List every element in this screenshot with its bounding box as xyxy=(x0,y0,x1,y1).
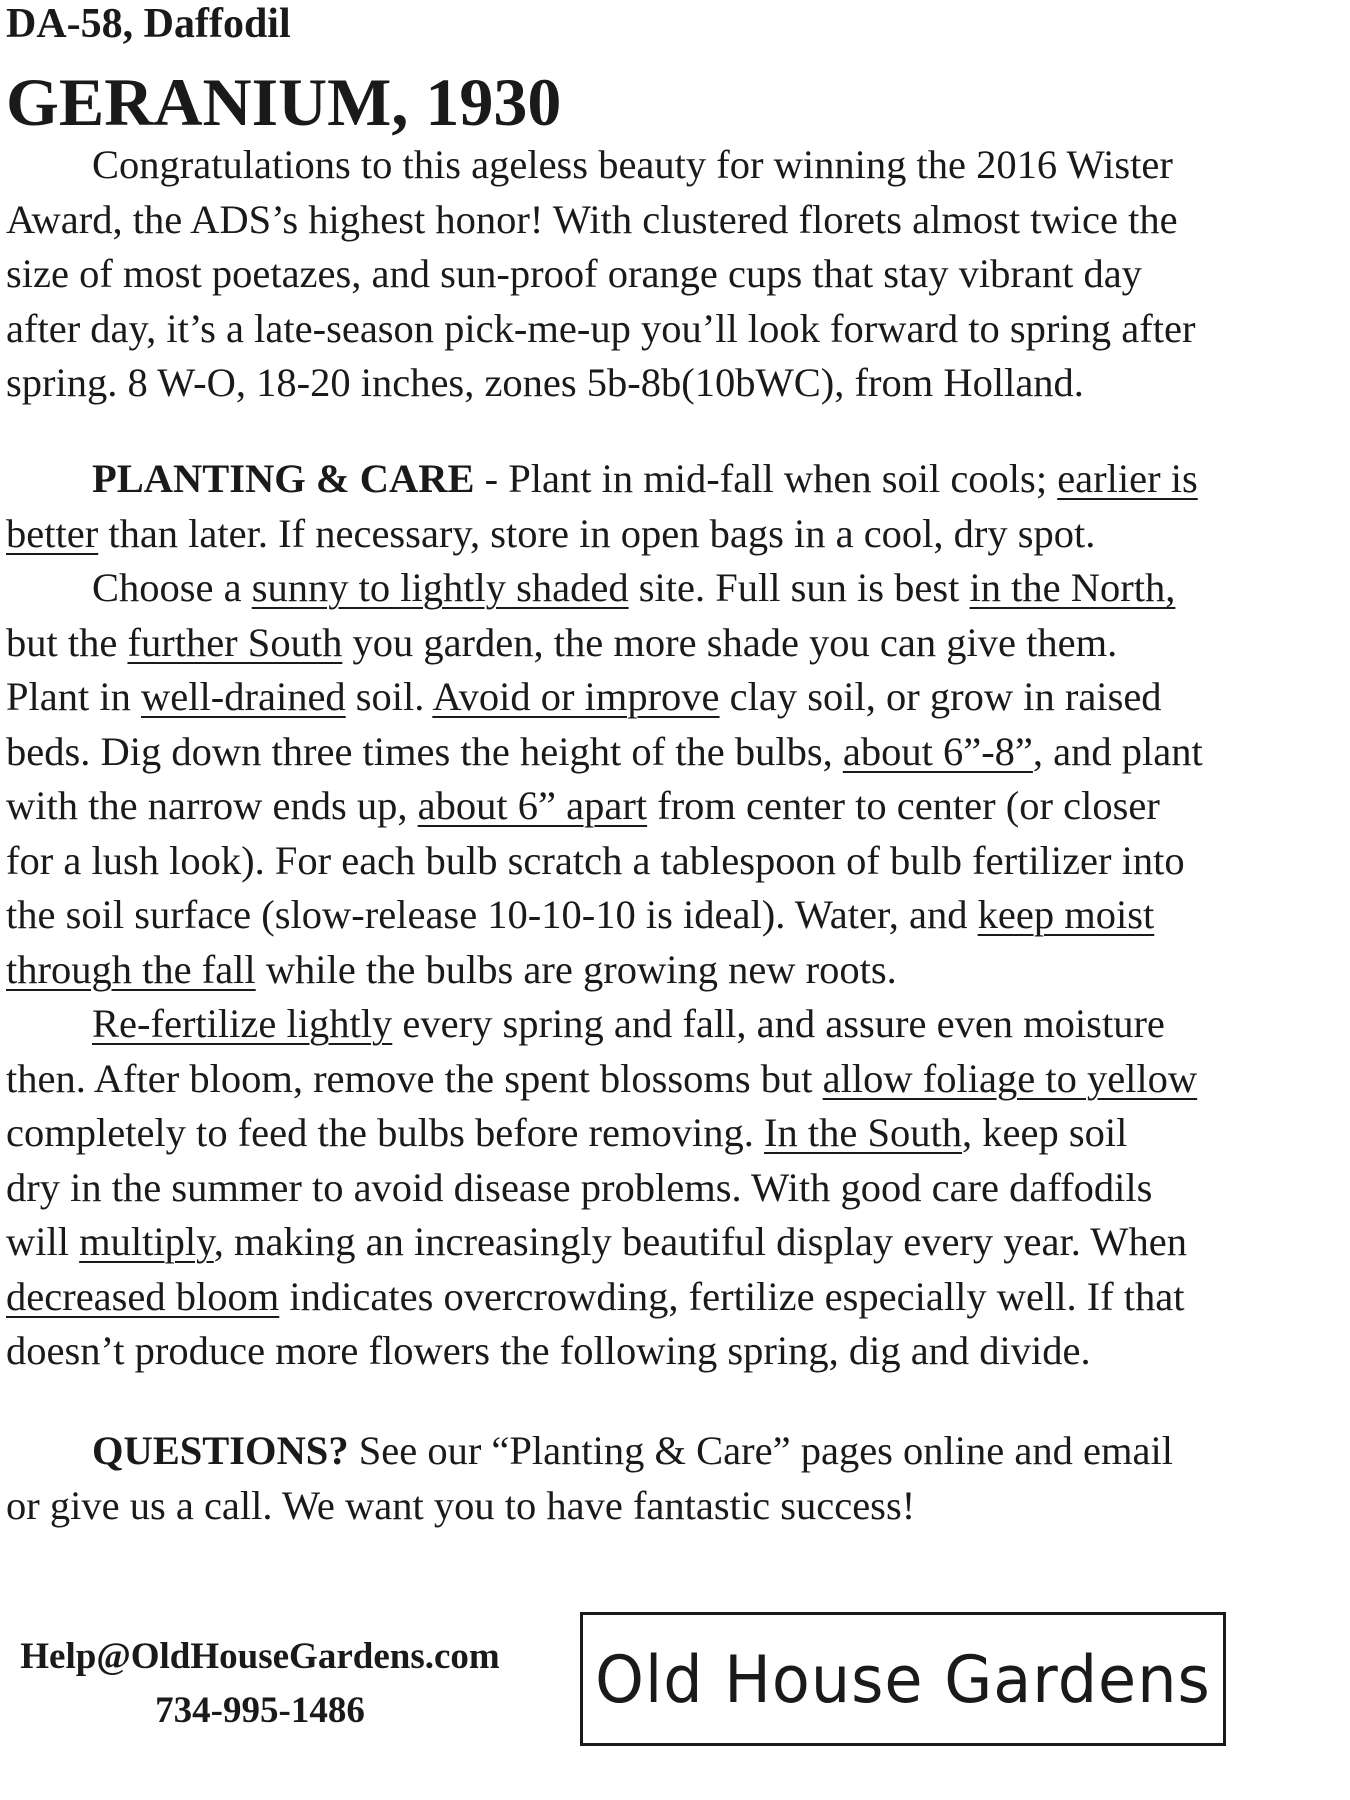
text-line: Award, the ADS’s highest honor! With clustered florets almost twice the xyxy=(6,196,1178,242)
text-line: for a lush look). For each bulb scratch a tablespoon of bulb fertilizer into xyxy=(6,837,1185,883)
section-heading: PLANTING & CARE xyxy=(92,456,475,501)
contact-info xyxy=(0,1630,520,1738)
intro-paragraph xyxy=(6,138,1306,411)
product-code: DA-58, Daffodil xyxy=(6,1,291,47)
text-line: Re-fertilize lightly every spring and fall, and assure even moisture xyxy=(92,1001,1165,1046)
text-line: beds. Dig down three times the height of the bulbs, about 6”-8”, and plant xyxy=(6,728,1203,774)
planting-care-section xyxy=(6,452,1306,1379)
page-title: GERANIUM, 1930 xyxy=(6,64,562,140)
brand-logo xyxy=(580,1612,1226,1746)
text-line: will multiply, making an increasingly beautiful display every year. When xyxy=(6,1219,1187,1264)
text-line: through the fall while the bulbs are growing new roots. xyxy=(6,946,897,992)
text-line: QUESTIONS? See our “Planting & Care” pages online and email xyxy=(92,1428,1173,1473)
text-line: decreased bloom indicates overcrowding, fertilize especially well. If that xyxy=(6,1273,1185,1319)
phone-number: 734-995-1486 xyxy=(155,1690,365,1731)
text-line: but the further South you garden, the more shade you can give them. xyxy=(6,619,1118,665)
text-line: dry in the summer to avoid disease problems. With good care daffodils xyxy=(6,1164,1153,1210)
text-line: spring. 8 W-O, 18-20 inches, zones 5b-8b(10bWC), from Holland. xyxy=(6,360,1084,405)
email-address: Help@OldHouseGardens.com xyxy=(20,1636,500,1677)
text-line: Congratulations to this ageless beauty for winning the 2016 Wister xyxy=(92,142,1173,187)
text-line: size of most poetazes, and sun-proof orange cups that stay vibrant day xyxy=(6,251,1142,296)
logo-text: Old House Gardens xyxy=(595,1640,1211,1718)
text-line: Choose a sunny to lightly shaded site. Full sun is best in the North, xyxy=(92,565,1176,610)
section-heading: QUESTIONS? xyxy=(92,1428,349,1473)
text-line: doesn’t produce more flowers the following spring, dig and divide. xyxy=(6,1328,1091,1373)
questions-section xyxy=(6,1424,1306,1533)
text-line: completely to feed the bulbs before removing. In the South, keep soil xyxy=(6,1110,1128,1155)
text-line: Plant in well-drained soil. Avoid or improve clay soil, or grow in raised xyxy=(6,674,1162,719)
text-line: with the narrow ends up, about 6” apart from center to center (or closer xyxy=(6,783,1160,828)
text-line: or give us a call. We want you to have fantastic success! xyxy=(6,1482,916,1528)
text-line: after day, it’s a late-season pick-me-up you’ll look forward to spring after xyxy=(6,305,1196,351)
text-line: then. After bloom, remove the spent blossoms but allow foliage to yellow xyxy=(6,1055,1198,1101)
text-line: PLANTING & CARE - Plant in mid-fall when soil cools; earlier is xyxy=(92,456,1198,501)
text-line: the soil surface (slow-release 10-10-10 is ideal). Water, and keep moist xyxy=(6,892,1155,937)
text-line: better than later. If necessary, store in open bags in a cool, dry spot. xyxy=(6,510,1096,556)
